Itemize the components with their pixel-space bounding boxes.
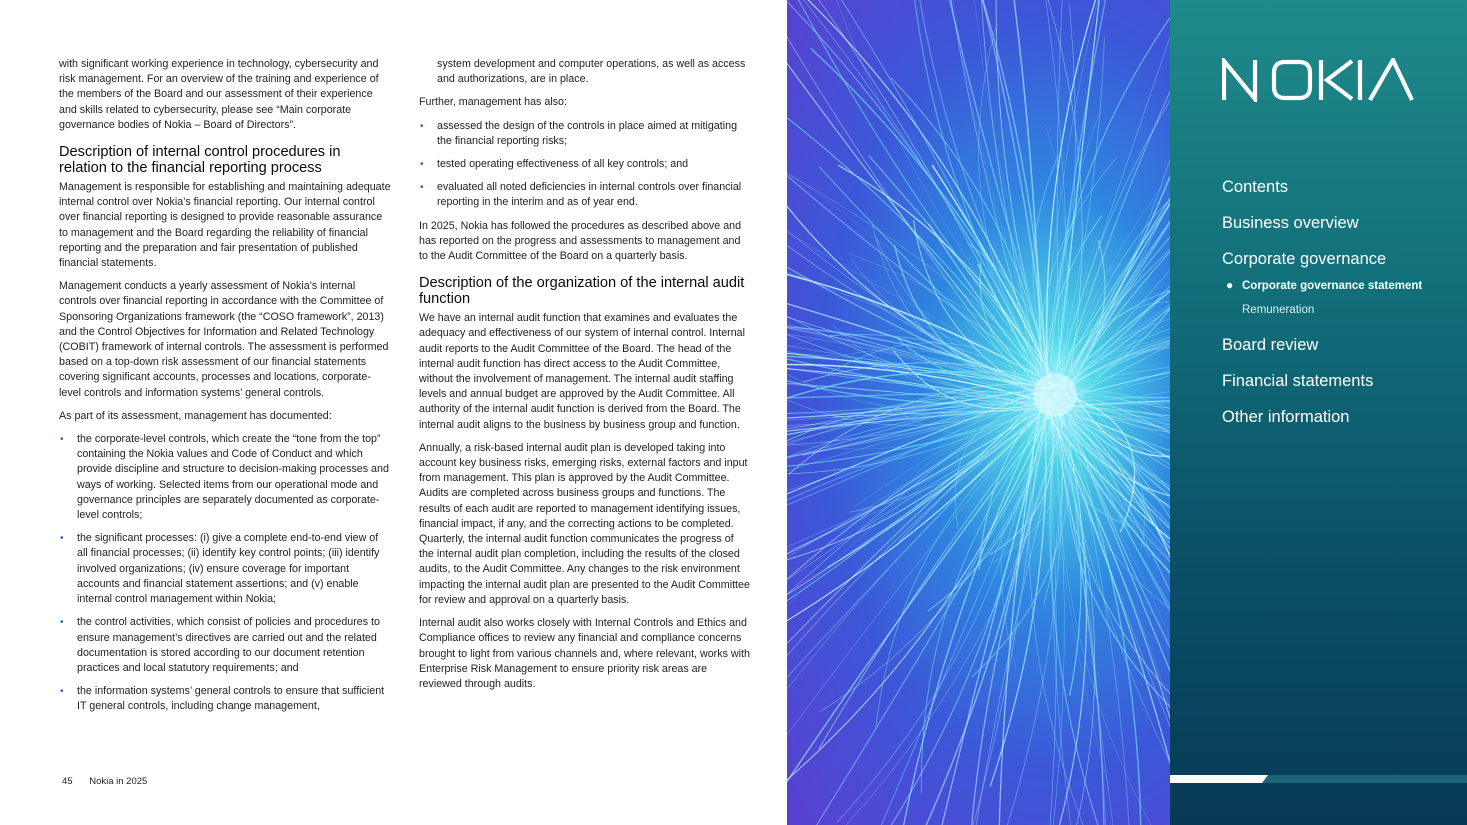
light-fiber [787,0,1046,386]
active-bullet-icon: ● [1226,278,1234,292]
bullet-icon: • [60,434,64,446]
documented-list [59,432,391,714]
navigation-sidebar [1170,0,1467,825]
nokia-logo-icon [1222,58,1414,102]
bullet-icon: • [60,617,64,629]
internal-audit-paragraph: We have an internal audit function that examines and evaluates the adequacy and effectiveness of our system of internal control. Internal audit reports to the Audit Committee of the Board. The head of the internal audit function has direct access to the Audit Committee, without the involvement of management. The internal audit staffing levels and annual budget are approved by the Audit Committee. All authority of the internal audit function is derived from the Board. The internal audit aligns to the business by business group and function. [419,312,745,431]
light-fiber [1052,4,1076,404]
light-fiber [1058,393,1170,729]
internal-audit-heading: Description of the organization of the internal audit function [419,275,745,308]
light-fiber [963,0,1065,409]
procedures-2025-paragraph: In 2025, Nokia has followed the procedures as described above and has reported on the progress and assessments to management and to the Audit Committee of the Board on a quarterly basis. [419,219,742,263]
list-item: • the significant processes: (i) give a complete end-to-end view of all financial processes; (ii) identify key control points; (iii) identify involved organizations; (iv) ensure coverage for important accounts and financial statement assertions; and (v) enable internal control management within Nokia; [60,532,380,606]
page-footer [62,776,161,787]
nav-financial-statements[interactable]: Financial statements [1222,372,1374,390]
light-fiber [1069,0,1170,383]
light-fiber [787,42,1055,400]
light-fiber [787,406,1055,825]
light-fiber [787,389,1057,825]
list-item: • the control activities, which consist of policies and procedures to ensure management’s directives are carried out and the related documentation is stored according to our document retention practices and local statutory requirements; and [60,616,380,674]
nav-corporate-governance-statement[interactable]: ● Corporate governance statement [1226,278,1423,292]
light-fiber [869,155,1060,381]
list-item: • the information systems’ general controls to ensure that sufficient IT general controls, including change management, [60,685,385,713]
nav-board-review[interactable]: Board review [1222,336,1319,354]
fiber-light-artwork [787,0,1170,825]
management-responsible-paragraph: Management is responsible for establishing and maintaining adequate internal control over Nokia’s financial reporting. Our internal control over financial reporting is designed to provide reasonable assurance to management and the Board regarding the reliability of financial reporting and the preparation and fair presentation of published financial statements. [59,181,391,270]
audit-plan-paragraph: Annually, a risk-based internal audit plan is developed taking into account key business risks, emerging risks, external factors and input from management. This plan is approved by the Audit Committee. Audits are completed across business groups and functions. The results of each audit are reported to management identifying issues, financial impact, if any, and the correcting actions to be completed. Quarterly, the internal audit function communicates the progress of the internal audit plan completion, including the results of the closed audits, to the Audit Committee. Any changes to the risk environment impacting the internal audit plan are presented to the Audit Committee for review and approval on a quarterly basis. [419,441,750,606]
documented-intro-paragraph: As part of its assessment, management has documented: [59,409,332,422]
left-text-column [59,57,391,723]
light-fiber [787,0,1048,382]
further-paragraph: Further, management has also: [419,96,567,109]
bullet-icon: • [60,686,64,698]
bullet-icon: • [420,182,424,194]
light-fiber [787,407,1055,825]
audit-collaboration-paragraph: Internal audit also works closely with Internal Controls and Ethics and Compliance offices to review any financial and compliance concerns brought to light from various channels and, where relevant, works with Enterprise Risk Management to ensure priority risk areas are reviewed through audits. [419,617,750,690]
list-item: • the corporate-level controls, which create the “tone from the top” containing the Nokia values and Code of Conduct and which provide discipline and structure to decision-making processes and ways of working. Selected items from our operational mode and governance principles are separately documented as corporate-level controls; [60,433,389,522]
nokia-logo[interactable] [1222,58,1414,107]
fiber-burst-image [787,0,1170,825]
nav-corporate-governance[interactable]: Corporate governance [1222,250,1387,268]
bullet-icon: • [60,533,64,545]
light-fiber [787,0,1042,380]
light-core [1033,373,1077,417]
page-number: 45 [62,776,73,787]
internal-control-heading: Description of internal control procedures in relation to the financial reporting process [59,144,341,177]
document-title: Nokia in 2025 [89,776,148,787]
nav-other-information[interactable]: Other information [1222,408,1350,426]
management-also-list [419,119,751,211]
nav-contents[interactable]: Contents [1222,178,1289,196]
list-item: • evaluated all noted deficiencies in internal controls over financial reporting in the interim and as of year end. [420,181,742,209]
progress-bar [1170,775,1467,783]
continued-bullet-text: system development and computer operations, as well as access and authorizations, are in place. [437,58,746,86]
light-fiber [787,72,1052,395]
right-text-column [419,57,751,700]
yearly-assessment-paragraph: Management conducts a yearly assessment of Nokia’s internal controls over financial reporting in accordance with the Committee of Sponsoring Organizations framework (the “COSO framework”, 2013) and the Control Objectives for Information and Related Technology (COBIT) framework of internal controls. The assessment is performed based on a top-down risk assessment of our financial statements covering significant accounts, processes and locations, corporate-level controls and information systems’ general controls. [59,280,389,399]
light-fiber [975,0,1042,387]
intro-paragraph: with significant working experience in technology, cybersecurity and risk management. For an overview of the training and experience of the members of the Board and our assessment of their experience and skills related to cybersecurity, please see “Main corporate governance bodies of Nokia – Board of Directors”. [59,58,379,131]
section-navigation [1222,176,1452,442]
list-item: • tested operating effectiveness of all key controls; and [419,157,751,172]
bullet-icon: • [420,159,424,171]
list-item: • assessed the design of the controls in place aimed at mitigating the financial reporting risks; [420,119,738,147]
bullet-icon: • [420,120,424,132]
nav-business-overview[interactable]: Business overview [1222,214,1359,232]
nav-remuneration[interactable]: Remuneration [1242,304,1315,316]
